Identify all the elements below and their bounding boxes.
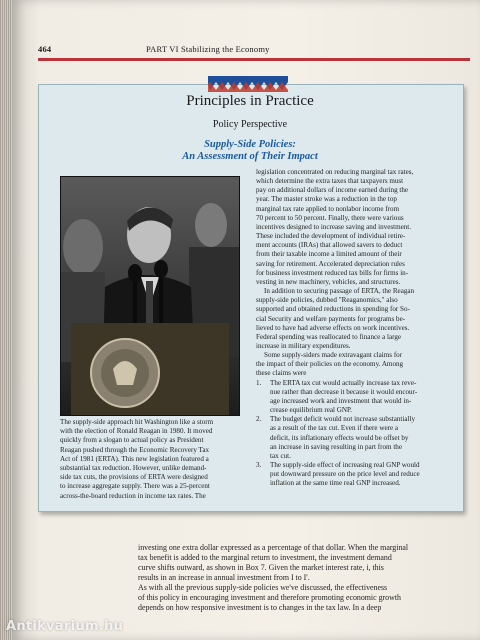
text-line: Federal spending was reallocated to finance a large (256, 332, 402, 341)
header-rule (38, 58, 470, 61)
podium-photo-image (61, 177, 239, 415)
page-number: 464 (38, 44, 52, 54)
text-line: incentives designed to increase saving and investment. (256, 222, 412, 231)
text-line: crease equilibrium real GNP. (270, 406, 352, 415)
caption-line: across-the-board reduction in income tax rates. The (60, 491, 206, 500)
feature-headline (130, 139, 370, 163)
text-line: year. The master stroke was a reduction in the top (256, 195, 397, 204)
text-line: tax benefit is added to the marginal return to investment, the investment demand (138, 553, 392, 562)
text-line: age increased work and investment that would in- (270, 396, 412, 405)
text-line: investing one extra dollar expressed as a percentage of that dollar. When the marginal (138, 543, 409, 552)
text-line: an increase in saving resulting in part from the (270, 442, 402, 451)
text-line: of this policy in encouraging investment and therefore promoting economic growth (138, 593, 401, 602)
feature-subtitle: Policy Perspective (212, 119, 288, 130)
text-line: cial Security and welfare payments for programs be- (256, 314, 406, 323)
text-line: The supply-side effect of increasing real GNP would (270, 461, 420, 469)
text-line: depends on how responsive investment is to changes in the tax law. In a deep (138, 603, 382, 612)
text-line: curve shifts outward, as shown in Box 7. Given the market interest rate, i, this (138, 563, 384, 572)
right-column-text (256, 168, 456, 488)
page-stack-edge (0, 0, 12, 640)
text-line: As with all the previous supply-side policies we've discussed, the effectiveness (138, 583, 388, 592)
headline-line-1: Supply-Side Policies: (204, 139, 296, 150)
text-line: increase in military expenditures. (256, 341, 351, 350)
text-line: these claims were (256, 369, 307, 378)
text-line: inflation at the same time real GNP increased. (270, 479, 401, 488)
caption-line: The supply-side approach hit Washington like a storm (60, 418, 214, 426)
text-line: nue rather than decrease it because it would encour- (270, 387, 418, 396)
text-line: put downward pressure on the price level and reduce (270, 470, 420, 479)
text-line: the impact of their policies on the economy. Among (256, 360, 404, 369)
caption-line: substantial tax reduction. However, unlike demand- (60, 464, 207, 473)
text-line: Some supply-siders made extravagant claims for (264, 351, 403, 360)
caption-line: quickly from a slogan to actual policy as President (60, 436, 204, 445)
headline-line-2: An Assessment of Their Impact (182, 151, 318, 162)
claim-item-2 (256, 415, 456, 461)
zigzag-banner-icon (208, 76, 288, 92)
reagan-photo (60, 176, 240, 416)
text-line: In addition to securing passage of ERTA, the Reagan (264, 287, 415, 296)
feature-title: Principles in Practice (186, 93, 314, 109)
running-head (38, 44, 458, 58)
text-line: as a result of the tax cut. Even if there were a (270, 424, 399, 433)
caption-line: with the election of Ronald Reagan in 1980. It moved (60, 427, 213, 436)
text-line: results in an increase in annual investment from I to I'. (138, 573, 310, 582)
text-line: lieved to have had adverse effects on work incentives. (256, 323, 410, 332)
claim-item-3 (256, 461, 456, 488)
claim-item-1 (256, 379, 456, 416)
text-line: deficit, its inflationary effects would be offset by (270, 433, 409, 442)
caption-line: Reagan pushed through the Economic Recovery Tax (60, 445, 210, 454)
body-text-below (138, 543, 464, 613)
claim-number: 3. (256, 461, 262, 469)
caption-line: side tax cuts, the provisions of ERTA were designed (60, 473, 208, 482)
text-line: 70 percent to 50 percent. Finally, there were various (256, 213, 404, 222)
text-line: vesting in new machinery, vehicles, and structures. (256, 277, 401, 286)
text-line: legislation concentrated on reducing marginal tax rates, (256, 168, 414, 176)
claim-number: 2. (256, 415, 262, 424)
text-line: saving for retirement. Accelerated depreciation rules (256, 259, 405, 268)
text-line: tax cut. (270, 451, 291, 460)
text-line: from their taxable income a limited amount of their (256, 250, 402, 259)
watermark: Antikvarium.hu (6, 619, 124, 634)
text-line: which determine the extra taxes that taxpayers must (256, 177, 404, 186)
text-line: supply-side policies, dubbed "Reaganomics," also (256, 296, 398, 305)
text-line: ment accounts (IRAs) that allowed savers to deduct (256, 241, 403, 250)
photo-caption (60, 418, 244, 501)
claim-number: 1. (256, 378, 262, 387)
caption-line: to increase aggregate supply. There was a 25-percent (60, 482, 210, 491)
text-line: supported and obtained reductions in spending for So- (256, 305, 410, 314)
text-line: marginal tax rate applied to nonlabor income from (256, 204, 400, 213)
text-line: These included the development of individual retire- (256, 232, 406, 241)
caption-line: Act of 1981 (ERTA). This new legislation featured a (60, 454, 209, 463)
text-line: The ERTA tax cut would actually increase tax reve- (270, 378, 417, 387)
part-label: PART VI Stabilizing the Economy (146, 44, 270, 54)
text-line: The budget deficit would not increase substantially (270, 415, 415, 424)
text-line: for business investment reduced tax bills for firms in- (256, 268, 409, 277)
text-line: pay on additional dollars of income earned during the (256, 186, 409, 195)
